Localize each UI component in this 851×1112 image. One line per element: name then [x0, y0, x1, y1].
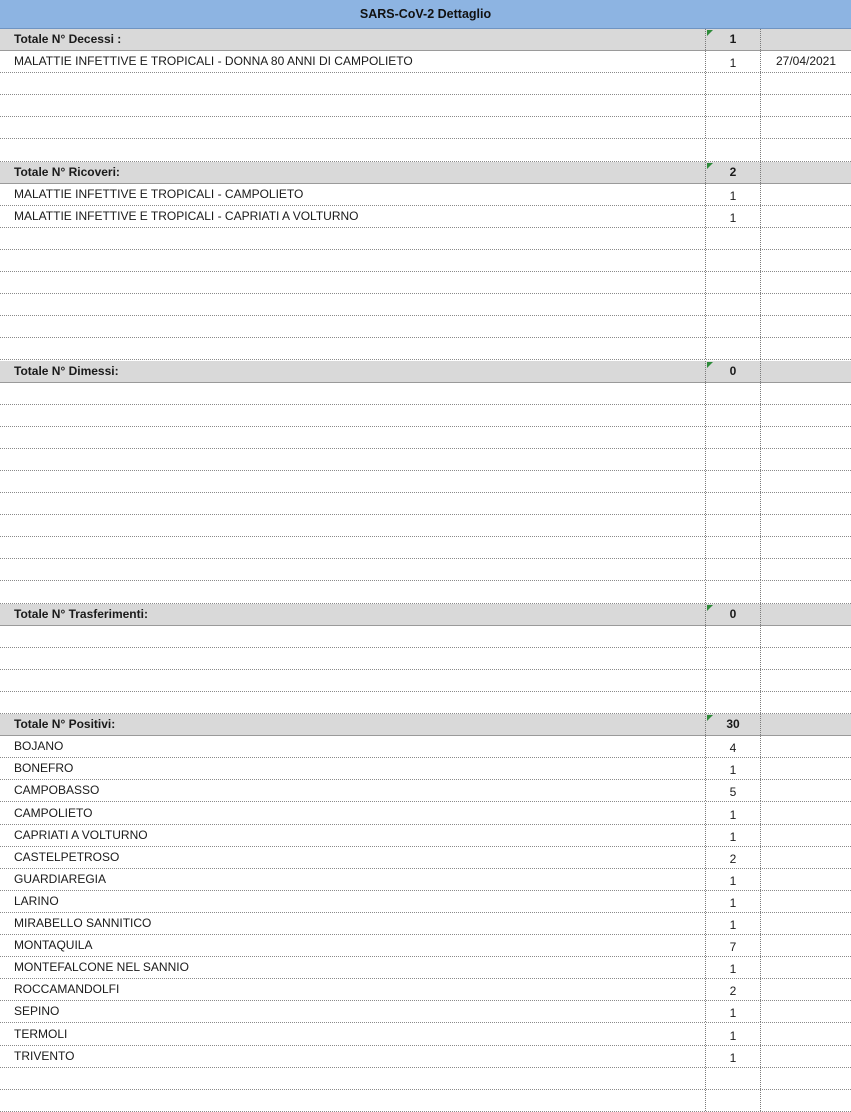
row-date-cell[interactable] [760, 95, 851, 116]
row-date-cell[interactable] [760, 670, 851, 691]
section-extra-cell[interactable] [760, 361, 851, 382]
row-label-cell-text: CAMPOLIETO [14, 805, 93, 820]
row-value-cell[interactable] [705, 891, 760, 912]
row-label-cell[interactable] [0, 140, 705, 161]
row-label-cell-text: BOJANO [14, 739, 64, 754]
row-value-cell[interactable] [705, 51, 760, 72]
row-label-cell[interactable] [0, 272, 705, 293]
row-value-cell[interactable] [705, 1090, 760, 1111]
row-date-cell[interactable] [760, 1090, 851, 1111]
row-label-cell[interactable] [0, 117, 705, 138]
row-date-cell[interactable] [760, 736, 851, 757]
row-date-cell[interactable] [760, 582, 851, 603]
section-total-cell[interactable] [705, 29, 760, 50]
row-value-cell[interactable] [705, 979, 760, 1000]
empty-row [0, 582, 851, 604]
row-label-cell-text: LARINO [14, 893, 59, 908]
row-label-cell[interactable] [0, 95, 705, 116]
row-date-cell[interactable] [760, 73, 851, 94]
row-value-cell-text: 1 [729, 829, 737, 844]
row-value-cell[interactable] [705, 250, 760, 271]
row-date-cell[interactable] [760, 206, 851, 227]
row-label-cell-text: MALATTIE INFETTIVE E TROPICALI - CAMPOLIETO [14, 186, 304, 201]
row-value-cell[interactable] [705, 913, 760, 934]
empty-row [0, 626, 851, 648]
row-value-cell-text: 1 [729, 962, 737, 977]
section-total-cell-text: 30 [726, 717, 740, 732]
row-date-cell[interactable] [760, 891, 851, 912]
section-total-cell-text: 2 [729, 164, 737, 179]
section-extra-cell[interactable] [760, 714, 851, 735]
row-label-cell[interactable] [0, 780, 705, 801]
row-label-cell[interactable] [0, 537, 705, 558]
empty-row [0, 272, 851, 294]
row-date-cell[interactable] [760, 51, 851, 72]
row-date-cell[interactable] [760, 825, 851, 846]
row-value-cell[interactable] [705, 803, 760, 824]
row-value-cell[interactable] [705, 449, 760, 470]
row-value-cell[interactable] [705, 405, 760, 426]
row-date-cell[interactable] [760, 427, 851, 448]
empty-row [0, 250, 851, 272]
row-date-cell[interactable] [760, 979, 851, 1000]
row-value-cell[interactable] [705, 692, 760, 713]
empty-row [0, 427, 851, 449]
row-label-cell[interactable] [0, 1024, 705, 1045]
row-value-cell-text: 1 [729, 763, 737, 778]
row-label-cell[interactable] [0, 294, 705, 315]
row-label-cell[interactable] [0, 1001, 705, 1022]
row-date-cell[interactable] [760, 184, 851, 205]
table-row [0, 891, 851, 913]
row-label-cell[interactable] [0, 427, 705, 448]
row-value-cell[interactable] [705, 272, 760, 293]
empty-row [0, 405, 851, 427]
table-row [0, 957, 851, 979]
table-row [0, 1024, 851, 1046]
row-label-cell[interactable] [0, 338, 705, 359]
row-label-cell-text: TERMOLI [14, 1026, 68, 1041]
row-date-cell[interactable] [760, 471, 851, 492]
row-value-cell-text: 2 [729, 851, 737, 866]
table-row [0, 847, 851, 869]
table-row [0, 1001, 851, 1023]
empty-row [0, 537, 851, 559]
row-label-cell[interactable] [0, 869, 705, 890]
empty-row [0, 383, 851, 405]
row-value-cell[interactable] [705, 338, 760, 359]
empty-row [0, 670, 851, 692]
row-label-cell[interactable] [0, 913, 705, 934]
row-label-cell[interactable] [0, 847, 705, 868]
sheet-title: SARS-CoV-2 Dettaglio [0, 0, 851, 29]
row-label-cell-text: MONTEFALCONE NEL SANNIO [14, 960, 189, 975]
empty-row [0, 449, 851, 471]
row-date-cell[interactable] [760, 626, 851, 647]
row-label-cell[interactable] [0, 891, 705, 912]
row-label-cell[interactable] [0, 250, 705, 271]
row-label-cell-text: MIRABELLO SANNITICO [14, 916, 152, 930]
row-value-cell[interactable] [705, 869, 760, 890]
row-label-cell[interactable] [0, 383, 705, 404]
row-label-cell[interactable] [0, 449, 705, 470]
row-value-cell[interactable] [705, 758, 760, 779]
row-label-cell[interactable] [0, 648, 705, 669]
row-label-cell[interactable] [0, 471, 705, 492]
section-label-cell-text: Totale N° Ricoveri: [14, 164, 120, 179]
empty-row [0, 73, 851, 95]
row-value-cell[interactable] [705, 1046, 760, 1067]
row-date-cell[interactable] [760, 228, 851, 249]
table-row [0, 913, 851, 935]
empty-row [0, 1090, 851, 1112]
row-date-cell[interactable] [760, 803, 851, 824]
row-label-cell[interactable] [0, 626, 705, 647]
row-label-cell[interactable] [0, 51, 705, 72]
row-date-cell[interactable] [760, 1024, 851, 1045]
row-value-cell[interactable] [705, 1001, 760, 1022]
row-value-cell[interactable] [705, 935, 760, 956]
row-value-cell[interactable] [705, 471, 760, 492]
section-header-row [0, 162, 851, 184]
row-value-cell[interactable] [705, 427, 760, 448]
row-label-cell[interactable] [0, 1090, 705, 1111]
row-date-cell[interactable] [760, 383, 851, 404]
section-label-cell[interactable] [0, 604, 705, 625]
section-header-row [0, 29, 851, 51]
empty-row [0, 117, 851, 139]
empty-row [0, 471, 851, 493]
empty-row [0, 316, 851, 338]
row-label-cell[interactable] [0, 515, 705, 536]
row-date-cell[interactable] [760, 515, 851, 536]
row-date-cell[interactable] [760, 1068, 851, 1089]
row-date-cell[interactable] [760, 537, 851, 558]
row-value-cell[interactable] [705, 228, 760, 249]
section-total-cell[interactable] [705, 604, 760, 625]
row-label-cell-text: CASTELPETROSO [14, 849, 120, 864]
row-label-cell[interactable] [0, 758, 705, 779]
row-label-cell-text: SEPINO [14, 1004, 60, 1019]
row-value-cell[interactable] [705, 117, 760, 138]
section-extra-cell[interactable] [760, 162, 851, 183]
row-value-cell[interactable] [705, 780, 760, 801]
row-date-cell[interactable] [760, 316, 851, 337]
row-value-cell-text: 2 [729, 984, 737, 999]
row-value-cell-text: 1 [729, 807, 737, 822]
empty-row [0, 294, 851, 316]
section-label-cell[interactable] [0, 162, 705, 183]
table-row [0, 935, 851, 957]
section-extra-cell[interactable] [760, 29, 851, 50]
row-label-cell[interactable] [0, 935, 705, 956]
row-label-cell[interactable] [0, 493, 705, 514]
row-value-cell[interactable] [705, 957, 760, 978]
row-value-cell[interactable] [705, 73, 760, 94]
row-date-cell[interactable] [760, 493, 851, 514]
section-header-row [0, 361, 851, 383]
row-label-cell[interactable] [0, 1068, 705, 1089]
section-header-row [0, 604, 851, 626]
row-value-cell[interactable] [705, 847, 760, 868]
row-date-cell[interactable] [760, 913, 851, 934]
row-value-cell[interactable] [705, 184, 760, 205]
table-row [0, 825, 851, 847]
row-date-cell[interactable] [760, 140, 851, 161]
row-value-cell-text: 1 [729, 1050, 737, 1065]
row-value-cell-text: 7 [729, 940, 737, 955]
row-value-cell[interactable] [705, 582, 760, 603]
row-value-cell-text: 1 [729, 1028, 737, 1043]
empty-row [0, 95, 851, 117]
section-total-cell-text: 0 [729, 363, 737, 378]
row-date-cell[interactable] [760, 405, 851, 426]
row-label-cell[interactable] [0, 736, 705, 757]
row-value-cell[interactable] [705, 316, 760, 337]
row-value-cell-text: 1 [729, 918, 737, 932]
row-value-cell[interactable] [705, 559, 760, 580]
section-total-cell[interactable] [705, 361, 760, 382]
row-value-cell-text: 1 [729, 56, 737, 71]
section-extra-cell[interactable] [760, 604, 851, 625]
table-row [0, 736, 851, 758]
row-value-cell[interactable] [705, 648, 760, 669]
section-label-cell-text: Totale N° Dimessi: [14, 363, 119, 378]
section-total-cell-text: 1 [729, 32, 737, 46]
table-row [0, 803, 851, 825]
row-value-cell-text: 1 [729, 188, 737, 203]
section-total-cell-text: 0 [729, 606, 737, 621]
row-value-cell-text: 5 [729, 785, 737, 800]
row-label-cell[interactable] [0, 184, 705, 205]
empty-row [0, 140, 851, 162]
row-date-cell[interactable] [760, 957, 851, 978]
row-label-cell-text: MONTAQUILA [14, 938, 93, 953]
row-label-cell[interactable] [0, 405, 705, 426]
empty-row [0, 493, 851, 515]
row-label-cell[interactable] [0, 957, 705, 978]
row-label-cell[interactable] [0, 206, 705, 227]
row-label-cell-text: CAMPOBASSO [14, 783, 100, 798]
row-date-cell[interactable] [760, 449, 851, 470]
row-value-cell[interactable] [705, 825, 760, 846]
section-label-cell[interactable] [0, 714, 705, 735]
row-date-cell[interactable] [760, 648, 851, 669]
section-label-cell[interactable] [0, 29, 705, 50]
row-label-cell[interactable] [0, 582, 705, 603]
row-label-cell[interactable] [0, 670, 705, 691]
empty-row [0, 228, 851, 250]
row-label-cell[interactable] [0, 803, 705, 824]
row-label-cell-text: MALATTIE INFETTIVE E TROPICALI - DONNA 80 ANNI DI CAMPOLIETO [14, 54, 413, 69]
section-label-cell-text: Totale N° Decessi : [14, 32, 122, 46]
row-value-cell-text: 1 [729, 895, 737, 910]
row-date-cell[interactable] [760, 869, 851, 890]
table-row [0, 979, 851, 1001]
row-value-cell-text: 4 [729, 741, 737, 756]
table-row [0, 758, 851, 780]
row-value-cell[interactable] [705, 294, 760, 315]
row-date-cell[interactable] [760, 294, 851, 315]
row-date-cell[interactable] [760, 780, 851, 801]
row-label-cell[interactable] [0, 559, 705, 580]
section-label-cell[interactable] [0, 361, 705, 382]
row-value-cell[interactable] [705, 626, 760, 647]
table-row [0, 184, 851, 206]
empty-row [0, 338, 851, 360]
row-value-cell-text: 1 [729, 210, 737, 225]
row-date-cell[interactable] [760, 272, 851, 293]
row-label-cell-text: BONEFRO [14, 761, 74, 776]
row-label-cell-text: TRIVENTO [14, 1048, 75, 1063]
section-label-cell-text: Totale N° Positivi: [14, 717, 116, 732]
row-date-cell-text: 27/04/2021 [775, 54, 837, 69]
section-header-row [0, 714, 851, 736]
row-value-cell-text: 1 [729, 873, 737, 888]
row-value-cell-text: 1 [729, 1006, 737, 1021]
row-label-cell-text: CAPRIATI A VOLTURNO [14, 827, 148, 842]
row-label-cell[interactable] [0, 825, 705, 846]
row-label-cell[interactable] [0, 1046, 705, 1067]
row-date-cell[interactable] [760, 117, 851, 138]
row-value-cell[interactable] [705, 515, 760, 536]
row-date-cell[interactable] [760, 338, 851, 359]
row-value-cell[interactable] [705, 140, 760, 161]
row-date-cell[interactable] [760, 935, 851, 956]
row-value-cell[interactable] [705, 383, 760, 404]
row-date-cell[interactable] [760, 1046, 851, 1067]
row-label-cell[interactable] [0, 979, 705, 1000]
row-date-cell[interactable] [760, 250, 851, 271]
row-value-cell[interactable] [705, 1068, 760, 1089]
empty-row [0, 692, 851, 714]
row-label-cell-text: ROCCAMANDOLFI [14, 982, 120, 997]
row-value-cell[interactable] [705, 1024, 760, 1045]
table-row [0, 206, 851, 228]
row-label-cell[interactable] [0, 316, 705, 337]
section-total-cell[interactable] [705, 714, 760, 735]
row-label-cell[interactable] [0, 73, 705, 94]
table-row [0, 1046, 851, 1068]
row-date-cell[interactable] [760, 692, 851, 713]
row-date-cell[interactable] [760, 847, 851, 868]
row-label-cell-text: MALATTIE INFETTIVE E TROPICALI - CAPRIATI A VOLTURNO [14, 208, 359, 223]
row-value-cell[interactable] [705, 736, 760, 757]
table-row [0, 780, 851, 802]
row-value-cell[interactable] [705, 206, 760, 227]
row-date-cell[interactable] [760, 559, 851, 580]
empty-row [0, 559, 851, 581]
section-total-cell[interactable] [705, 162, 760, 183]
row-value-cell[interactable] [705, 537, 760, 558]
row-date-cell[interactable] [760, 1001, 851, 1022]
row-value-cell[interactable] [705, 493, 760, 514]
table-row [0, 869, 851, 891]
row-value-cell[interactable] [705, 670, 760, 691]
section-label-cell-text: Totale N° Trasferimenti: [14, 606, 148, 621]
row-label-cell[interactable] [0, 228, 705, 249]
row-label-cell[interactable] [0, 692, 705, 713]
empty-row [0, 648, 851, 670]
table-row [0, 51, 851, 73]
row-value-cell[interactable] [705, 95, 760, 116]
empty-row [0, 1068, 851, 1090]
row-date-cell[interactable] [760, 758, 851, 779]
row-label-cell-text: GUARDIAREGIA [14, 871, 107, 886]
empty-row [0, 515, 851, 537]
